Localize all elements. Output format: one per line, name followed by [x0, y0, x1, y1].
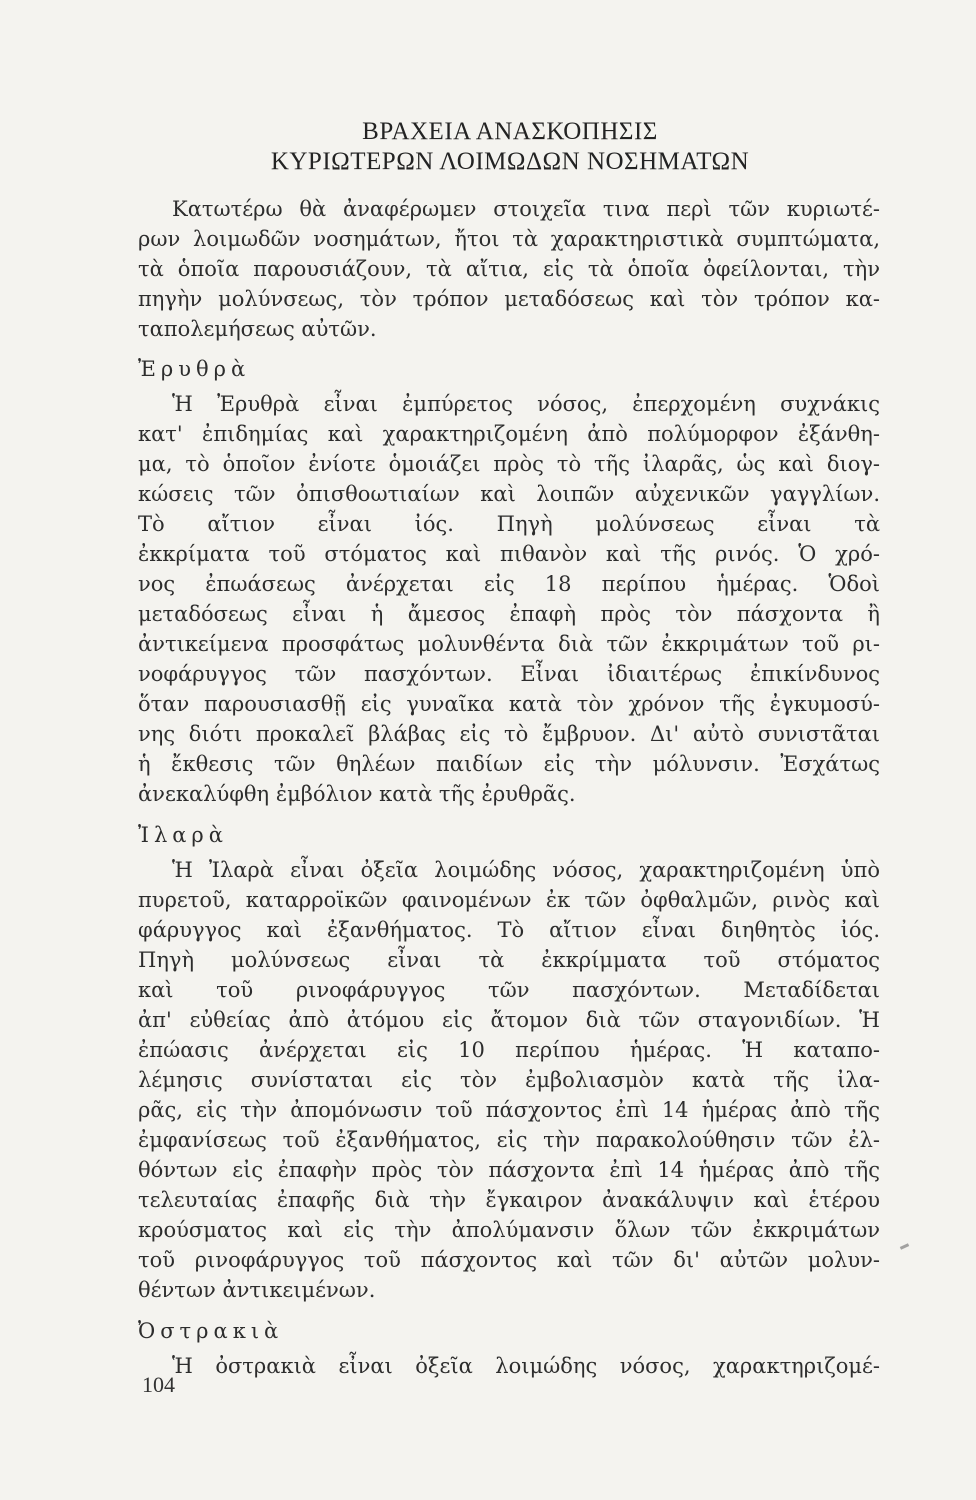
erythra-line: κατ' ἐπιδημίας καὶ χαρακτηριζομένη ἀπὸ πολύμορφον ἐξάνθη- [138, 422, 880, 446]
ilara-line: ἐπώασις ἀνέρχεται εἰς 10 περίπου ἡμέρας. Ἡ καταπο- [138, 1038, 880, 1062]
intro-line: ρων λοιμωδῶν νοσημάτων, ἤτοι τὰ χαρακτηριστικὰ συμπτώματα, [138, 227, 880, 251]
erythra-line: μα, τὸ ὁποῖον ἐνίοτε ὁμοιάζει πρὸς τὸ τῆς ἰλαρᾶς, ὡς καὶ διογ- [138, 452, 880, 476]
erythra-line: ὅταν παρουσιασθῇ εἰς γυναῖκα κατὰ τὸν χρόνον τῆς ἐγκυμοσύ- [138, 692, 880, 716]
erythra-line: ἀνεκαλύφθη ἐμβόλιον κατὰ τῆς ἐρυθρᾶς. [138, 782, 576, 806]
ilara-line: φάρυγγος καὶ ἐξανθήματος. Τὸ αἴτιον εἶναι διηθητὸς ἰός. [138, 918, 880, 942]
ilara-line: θέντων ἀντικειμένων. [138, 1278, 376, 1302]
ilara-line: καὶ τοῦ ρινοφάρυγγος τῶν πασχόντων. Μεταδίδεται [138, 978, 880, 1002]
ilara-line: πυρετοῦ, καταρροϊκῶν φαινομένων ἐκ τῶν ὀφθαλμῶν, ρινὸς καὶ [138, 888, 880, 912]
erythra-line: ἡ ἔκθεσις τῶν θηλέων παιδίων εἰς τὴν μόλυνσιν. Ἐσχάτως [138, 752, 880, 776]
page-title-line-2: ΚΥΡΙΩΤΕΡΩΝ ΛΟΙΜΩΔΩΝ ΝΟΣΗΜΑΤΩΝ [270, 148, 750, 175]
erythra-line: Ἡ Ἐρυθρὰ εἶναι ἐμπύρετος νόσος, ἐπερχομένη συχνάκις [172, 392, 880, 416]
intro-line: πηγὴν μολύνσεως, τὸν τρόπον μεταδόσεως καὶ τὸν τρόπον κα- [138, 287, 880, 311]
ilara-line: θόντων εἰς ἐπαφὴν πρὸς τὸν πάσχοντα ἐπὶ 14 ἡμέρας ἀπὸ τῆς [138, 1158, 880, 1182]
erythra-line: νης διότι προκαλεῖ βλάβας εἰς τὸ ἔμβρυον. Δι' αὐτὸ συνιστᾶται [138, 722, 880, 746]
ostrakia-line: Ἡ ὀστρακιὰ εἶναι ὀξεῖα λοιμώδης νόσος, χαρακτηριζομέ- [172, 1354, 880, 1378]
ilara-line: λέμησις συνίσταται εἰς τὸν ἐμβολιασμὸν κατὰ τῆς ἰλα- [138, 1068, 880, 1092]
erythra-line: ἀντικείμενα προσφάτως μολυνθέντα διὰ τῶν ἐκκριμάτων τοῦ ρι- [138, 632, 880, 656]
ilara-line: Ἡ Ἰλαρὰ εἶναι ὀξεῖα λοιμώδης νόσος, χαρακτηριζομένη ὑπὸ [172, 858, 880, 882]
intro-line: Κατωτέρω θὰ ἀναφέρωμεν στοιχεῖα τινα περὶ τῶν κυριωτέ- [172, 197, 880, 221]
erythra-line: Τὸ αἴτιον εἶναι ἰός. Πηγὴ μολύνσεως εἶναι τὰ [138, 512, 880, 536]
ilara-line: Πηγὴ μολύνσεως εἶναι τὰ ἐκκρίμματα τοῦ στόματος [138, 948, 880, 972]
ilara-line: ἐμφανίσεως τοῦ ἐξανθήματος, εἰς τὴν παρακολούθησιν τῶν ἐλ- [138, 1128, 880, 1152]
intro-line: τὰ ὁποῖα παρουσιάζουν, τὰ αἴτια, εἰς τὰ ὁποῖα ὀφείλονται, τὴν [138, 257, 880, 281]
print-speck [900, 1243, 909, 1250]
section-heading-erythra: Ἐρυθρὰ [138, 357, 251, 381]
ilara-line: κρούσματος καὶ εἰς τὴν ἀπολύμανσιν ὅλων τῶν ἐκκριμάτων [138, 1218, 880, 1242]
ilara-line: ἀπ' εὐθείας ἀπὸ ἀτόμου εἰς ἄτομον διὰ τῶν σταγονιδίων. Ἡ [138, 1008, 880, 1032]
erythra-line: ἐκκρίματα τοῦ στόματος καὶ πιθανὸν καὶ τῆς ρινός. Ὁ χρό- [138, 542, 880, 566]
erythra-line: νοφάρυγγος τῶν πασχόντων. Εἶναι ἰδιαιτέρως ἐπικίνδυνος [138, 662, 880, 686]
intro-line: ταπολεμήσεως αὐτῶν. [138, 317, 377, 341]
page-title-line-1: ΒΡΑΧΕΙΑ ΑΝΑΣΚΟΠΗΣΙΣ [362, 118, 658, 145]
ilara-line: τοῦ ρινοφάρυγγος τοῦ πάσχοντος καὶ τῶν δι' αὐτῶν μολυν- [138, 1248, 880, 1272]
erythra-line: μεταδόσεως εἶναι ἡ ἄμεσος ἐπαφὴ πρὸς τὸν πάσχοντα ἢ [138, 602, 880, 626]
page-number: 104 [142, 1372, 175, 1397]
section-heading-ilara: Ἰλαρὰ [138, 823, 228, 847]
ilara-line: τελευταίας ἐπαφῆς διὰ τὴν ἔγκαιρον ἀνακάλυψιν καὶ ἑτέρου [138, 1188, 880, 1212]
section-heading-ostrakia: Ὀστρακιὰ [138, 1319, 284, 1343]
ilara-line: ρᾶς, εἰς τὴν ἀπομόνωσιν τοῦ πάσχοντος ἐπὶ 14 ἡμέρας ἀπὸ τῆς [138, 1098, 880, 1122]
erythra-line: κώσεις τῶν ὀπισθοωτιαίων καὶ λοιπῶν αὐχενικῶν γαγγλίων. [138, 482, 880, 506]
erythra-line: νος ἐπωάσεως ἀνέρχεται εἰς 18 περίπου ἡμέρας. Ὁδοὶ [138, 572, 880, 596]
